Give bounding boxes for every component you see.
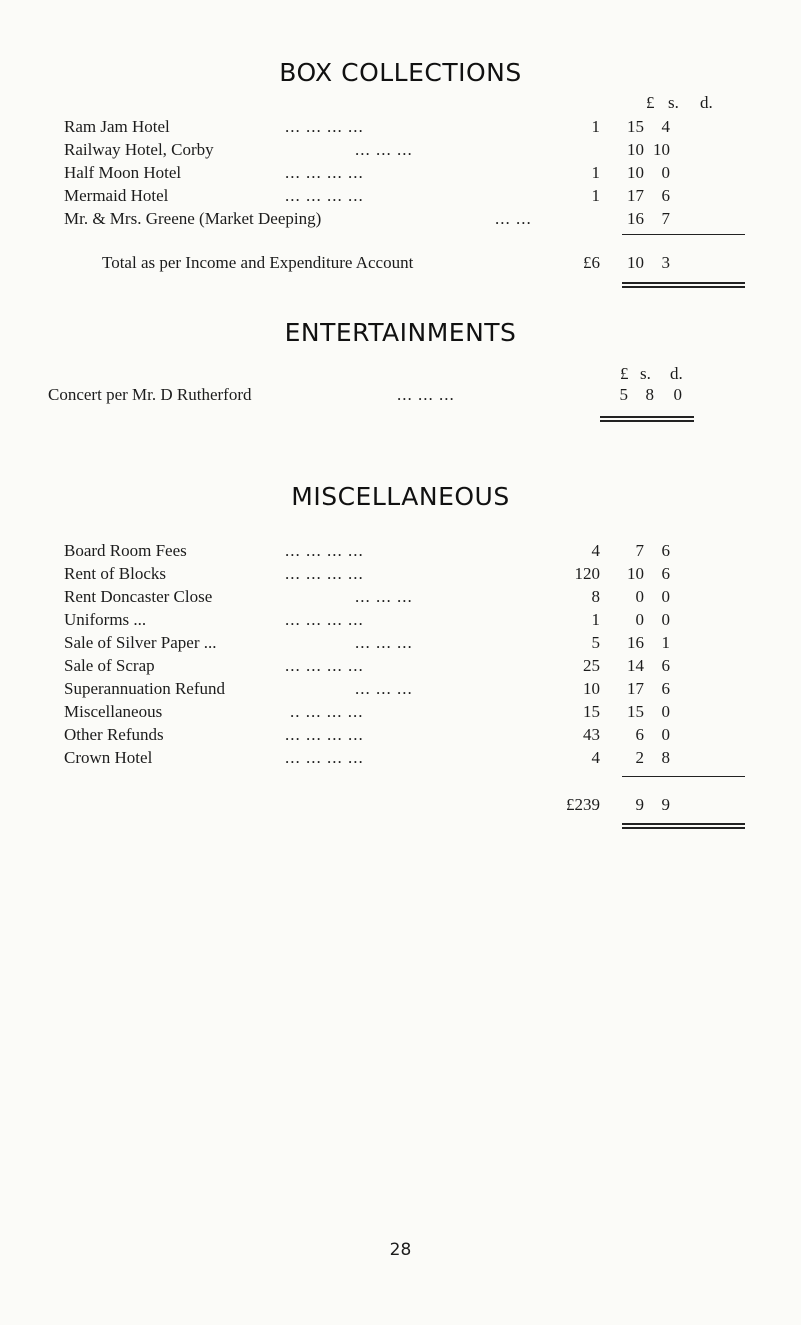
box-row — [0, 139, 801, 161]
pence-value: 6 — [661, 679, 670, 698]
shillings-value: 8 — [645, 385, 654, 404]
shillings-value: 14 — [627, 656, 644, 675]
row-label: Board Room Fees — [64, 541, 187, 560]
misc-row — [0, 632, 801, 654]
pence-value: 0 — [661, 702, 670, 721]
pounds-value: 8 — [591, 587, 600, 606]
page-number: 28 — [389, 1240, 412, 1260]
leader-dots: ... ... ... ... — [285, 748, 364, 767]
row-label: Rent Doncaster Close — [64, 587, 213, 606]
misc-row — [0, 724, 801, 746]
leader-dots: ... ... ... — [397, 385, 455, 404]
row-label: Mr. & Mrs. Greene (Market Deeping) — [64, 209, 322, 228]
pence-value: 0 — [673, 385, 682, 404]
ent-double-rule — [600, 420, 694, 422]
ent-pound-col-header: £ — [620, 364, 629, 383]
ent-shillings-col-header: s. — [640, 364, 651, 383]
row-label: Ram Jam Hotel — [64, 117, 170, 136]
row-label: Half Moon Hotel — [64, 163, 182, 182]
leader-dots: ... ... ... ... — [285, 117, 364, 136]
total-double-rule — [622, 286, 745, 288]
row-label: Uniforms ... — [64, 610, 147, 629]
shillings-value: 17 — [627, 186, 644, 205]
leader-dots: ... ... ... ... — [285, 564, 364, 583]
miscellaneous-heading: MISCELLANEOUS — [291, 482, 510, 511]
leader-dots: ... ... ... ... — [285, 541, 364, 560]
misc-double-rule — [622, 827, 745, 829]
pounds-value: 5 — [591, 633, 600, 652]
pence-value: 10 — [653, 140, 670, 159]
leader-dots: ... ... ... ... — [285, 610, 364, 629]
shillings-value: 2 — [635, 748, 644, 767]
misc-row — [0, 540, 801, 562]
pence-value: 7 — [661, 209, 670, 228]
leader-dots: .. ... ... ... — [290, 702, 364, 721]
pence-value: 6 — [661, 541, 670, 560]
box-total-row — [0, 252, 801, 274]
row-label: Rent of Blocks — [64, 564, 166, 583]
misc-double-rule — [622, 823, 745, 825]
leader-dots: ... ... ... ... — [285, 163, 364, 182]
leader-dots: ... ... ... — [355, 633, 413, 652]
shillings-value: 17 — [627, 679, 644, 698]
total-double-rule — [622, 282, 745, 284]
pence-value: 8 — [661, 748, 670, 767]
box-row — [0, 116, 801, 138]
total-pounds: £239 — [566, 795, 600, 814]
row-label: Sale of Silver Paper ... — [64, 633, 217, 652]
shillings-value: 10 — [627, 564, 644, 583]
misc-subtotal-rule — [622, 776, 745, 777]
shillings-value: 15 — [627, 117, 644, 136]
pounds-value: 15 — [583, 702, 600, 721]
shillings-value: 7 — [635, 541, 644, 560]
box-row — [0, 185, 801, 207]
misc-row — [0, 609, 801, 631]
misc-row — [0, 655, 801, 677]
leader-dots: ... ... ... ... — [285, 656, 364, 675]
pounds-value: 1 — [591, 117, 600, 136]
pence-value: 1 — [661, 633, 670, 652]
leader-dots: ... ... ... ... — [285, 725, 364, 744]
row-label: Other Refunds — [64, 725, 164, 744]
pounds-value: 1 — [591, 186, 600, 205]
pence-value: 6 — [661, 186, 670, 205]
total-shillings: 10 — [627, 253, 644, 272]
total-label: Total as per Income and Expenditure Account — [102, 253, 414, 272]
total-shillings: 9 — [635, 795, 644, 814]
row-label: Mermaid Hotel — [64, 186, 169, 205]
row-label: Sale of Scrap — [64, 656, 155, 675]
shillings-value: 16 — [627, 633, 644, 652]
pounds-value: 25 — [583, 656, 600, 675]
shillings-value: 15 — [627, 702, 644, 721]
pounds-value: 120 — [574, 564, 600, 583]
pounds-value: 4 — [591, 541, 600, 560]
row-label: Superannuation Refund — [64, 679, 225, 698]
leader-dots: ... ... ... — [355, 140, 413, 159]
total-pence: 3 — [661, 253, 670, 272]
pence-value: 4 — [661, 117, 670, 136]
pounds-value: 10 — [583, 679, 600, 698]
leader-dots: ... ... ... — [355, 587, 413, 606]
box-pound-col-header: £ — [646, 93, 655, 112]
box-collections-heading: BOX COLLECTIONS — [279, 58, 522, 87]
pence-value: 6 — [661, 564, 670, 583]
leader-dots: ... ... — [495, 209, 532, 228]
pounds-value: 4 — [591, 748, 600, 767]
total-pounds: £6 — [583, 253, 600, 272]
pounds-value: 1 — [591, 163, 600, 182]
row-label: Concert per Mr. D Rutherford — [48, 385, 252, 404]
misc-total-row — [0, 794, 801, 816]
box-shillings-col-header: s. — [668, 93, 679, 112]
entertainment-row — [0, 384, 801, 406]
box-row — [0, 208, 801, 230]
ent-pence-col-header: d. — [670, 364, 683, 383]
row-label: Crown Hotel — [64, 748, 153, 767]
total-pence: 9 — [661, 795, 670, 814]
pounds-value: 43 — [583, 725, 600, 744]
shillings-value: 10 — [627, 163, 644, 182]
box-row — [0, 162, 801, 184]
shillings-value: 0 — [635, 610, 644, 629]
row-label: Miscellaneous — [64, 702, 163, 721]
misc-row — [0, 586, 801, 608]
pounds-value: 1 — [591, 610, 600, 629]
shillings-value: 6 — [635, 725, 644, 744]
misc-row — [0, 563, 801, 585]
shillings-value: 16 — [627, 209, 644, 228]
pounds-value: 5 — [619, 385, 628, 404]
shillings-value: 10 — [627, 140, 644, 159]
pence-value: 6 — [661, 656, 670, 675]
row-label: Railway Hotel, Corby — [64, 140, 214, 159]
entertainments-heading: ENTERTAINMENTS — [284, 318, 517, 347]
misc-row — [0, 701, 801, 723]
leader-dots: ... ... ... ... — [285, 186, 364, 205]
pence-value: 0 — [661, 163, 670, 182]
misc-row — [0, 747, 801, 769]
pence-value: 0 — [661, 587, 670, 606]
pence-value: 0 — [661, 725, 670, 744]
box-pence-col-header: d. — [700, 93, 713, 112]
misc-row — [0, 678, 801, 700]
ent-double-rule — [600, 416, 694, 418]
subtotal-rule — [622, 234, 745, 235]
shillings-value: 0 — [635, 587, 644, 606]
pence-value: 0 — [661, 610, 670, 629]
leader-dots: ... ... ... — [355, 679, 413, 698]
